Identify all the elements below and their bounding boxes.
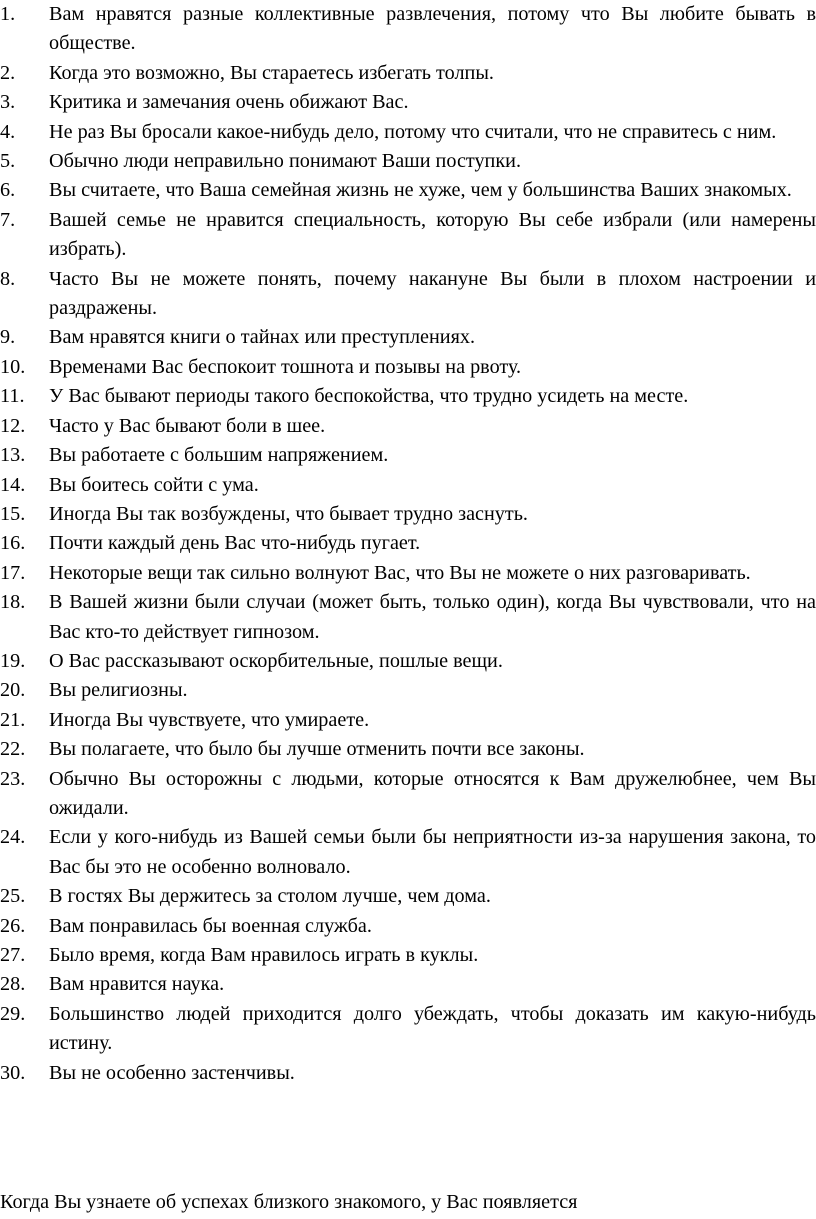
item-number: 20. [0,679,26,702]
item-text: Иногда Вы чувствуете, что умираете. [49,708,370,731]
list-item [0,647,816,676]
item-number: 29. [0,1002,26,1025]
item-text: Вы не особенно застенчивы. [49,1061,295,1084]
list-item [0,912,816,941]
list-item [0,323,816,352]
item-text: Вы работаете с большим напряжением. [49,444,389,467]
item-text: У Вас бывают периоды такого беспокойства, что трудно усидеть на месте. [49,385,689,408]
item-number: 18. [0,591,26,614]
item-number: 5. [0,150,16,173]
item-number: 22. [0,738,26,761]
list-item [0,500,816,529]
item-number: 19. [0,649,26,672]
item-number: 27. [0,944,26,966]
list-item [0,941,816,970]
item-text: В Вашей жизни были случаи (может быть, только один), когда Вы чувствовали, что на Вас кто-то действует гипнозом. [49,591,816,643]
item-text: Вашей семье не нравится специальность, которую Вы себе избрали (или намерены избрать). [49,208,816,261]
item-text: Вам понравилась бы военная служба. [49,914,372,937]
item-text: Обычно Вы осторожны с людьми, которые относятся к Вам дружелюбнее, чем Вы ожидали. [49,767,816,819]
item-number: 3. [0,91,16,114]
list-item [0,441,816,470]
item-number: 17. [0,561,26,584]
list-item [0,882,816,911]
list-item [0,676,816,705]
item-text: Вам нравятся разные коллективные развлечения, потому что Вы любите бывать в обществе. [49,3,816,55]
list-item [0,118,816,147]
list-item [0,735,816,764]
list-item [0,588,816,647]
item-number: 28. [0,973,26,996]
list-item [0,353,816,382]
item-text: Было время, когда Вам нравилось играть в куклы. [49,944,479,966]
list-item [0,88,816,117]
list-item [0,1059,816,1088]
item-text: Критика и замечания очень обижают Вас. [49,91,409,114]
item-number: 25. [0,885,26,908]
list-item [0,176,816,205]
item-text: О Вас рассказывают оскорбительные, пошлые вещи. [49,649,503,672]
list-item [0,559,816,588]
list-item [0,206,816,265]
item-text: Временами Вас беспокоит тошнота и позывы на рвоту. [49,355,522,378]
item-text: Некоторые вещи так сильно волнуют Вас, что Вы не можете о них разговаривать. [49,561,751,584]
item-number: 8. [0,267,16,290]
list-item [0,970,816,999]
list-item [0,147,816,176]
item-number: 16. [0,532,26,555]
item-number: 1. [0,3,16,25]
item-number: 12. [0,414,26,437]
item-number: 14. [0,473,26,496]
item-text: Вам нравятся книги о тайнах или преступлениях. [49,326,476,349]
item-text: Обычно люди неправильно понимают Ваши поступки. [49,150,522,173]
item-text: Вам нравится наука. [49,973,225,996]
item-number: 7. [0,208,16,231]
item-number: 4. [0,120,16,143]
item-text: Иногда Вы так возбуждены, что бывает трудно заснуть. [49,502,528,525]
list-item [0,412,816,441]
list-item [0,706,816,735]
item-number: 26. [0,914,26,937]
item-number: 21. [0,708,26,731]
item-number: 13. [0,444,26,467]
item-text: Большинство людей приходится долго убеждать, чтобы доказать им какую-нибудь истину. [49,1002,816,1055]
item-text: В гостях Вы держитесь за столом лучше, чем дома. [49,885,491,908]
item-number: 30. [0,1061,26,1084]
list-item [0,823,816,882]
item-text: Вы считаете, что Ваша семейная жизнь не хуже, чем у большинства Ваших знакомых. [49,179,792,202]
list-item [0,529,816,558]
item-text: Вы полагаете, что было бы лучше отменить почти все законы. [49,738,585,761]
item-text: Не раз Вы бросали какое-нибудь дело, потому что считали, что не справитесь с ним. [49,120,777,143]
list-item [0,265,816,324]
item-text: Часто у Вас бывают боли в шее. [49,414,326,437]
item-number: 15. [0,502,26,525]
item-number: 24. [0,826,26,849]
item-number: 10. [0,355,26,378]
item-number: 11. [0,385,25,408]
item-text: Когда это возможно, Вы стараетесь избегать толпы. [49,61,494,84]
item-text: Вы боитесь сойти с ума. [49,473,259,496]
item-number: 2. [0,61,16,84]
list-item [0,471,816,500]
trailing-paragraph: Когда Вы узнаете об успехах близкого знакомого, у Вас появляется [0,1191,578,1213]
list-item [0,765,816,824]
item-text: Почти каждый день Вас что-нибудь пугает. [49,532,421,555]
item-text: Если у кого-нибудь из Вашей семьи были бы неприятности из-за нарушения закона, то Вас бы это не особенно волновало. [49,826,816,878]
list-item [0,59,816,88]
item-text: Часто Вы не можете понять, почему накануне Вы были в плохом настроении и раздражены. [49,267,816,320]
list-item [0,0,816,59]
item-number: 9. [0,326,16,349]
list-item [0,382,816,411]
list-item [0,1000,816,1059]
item-number: 6. [0,179,16,202]
item-number: 23. [0,767,26,790]
item-text: Вы религиозны. [49,679,188,702]
